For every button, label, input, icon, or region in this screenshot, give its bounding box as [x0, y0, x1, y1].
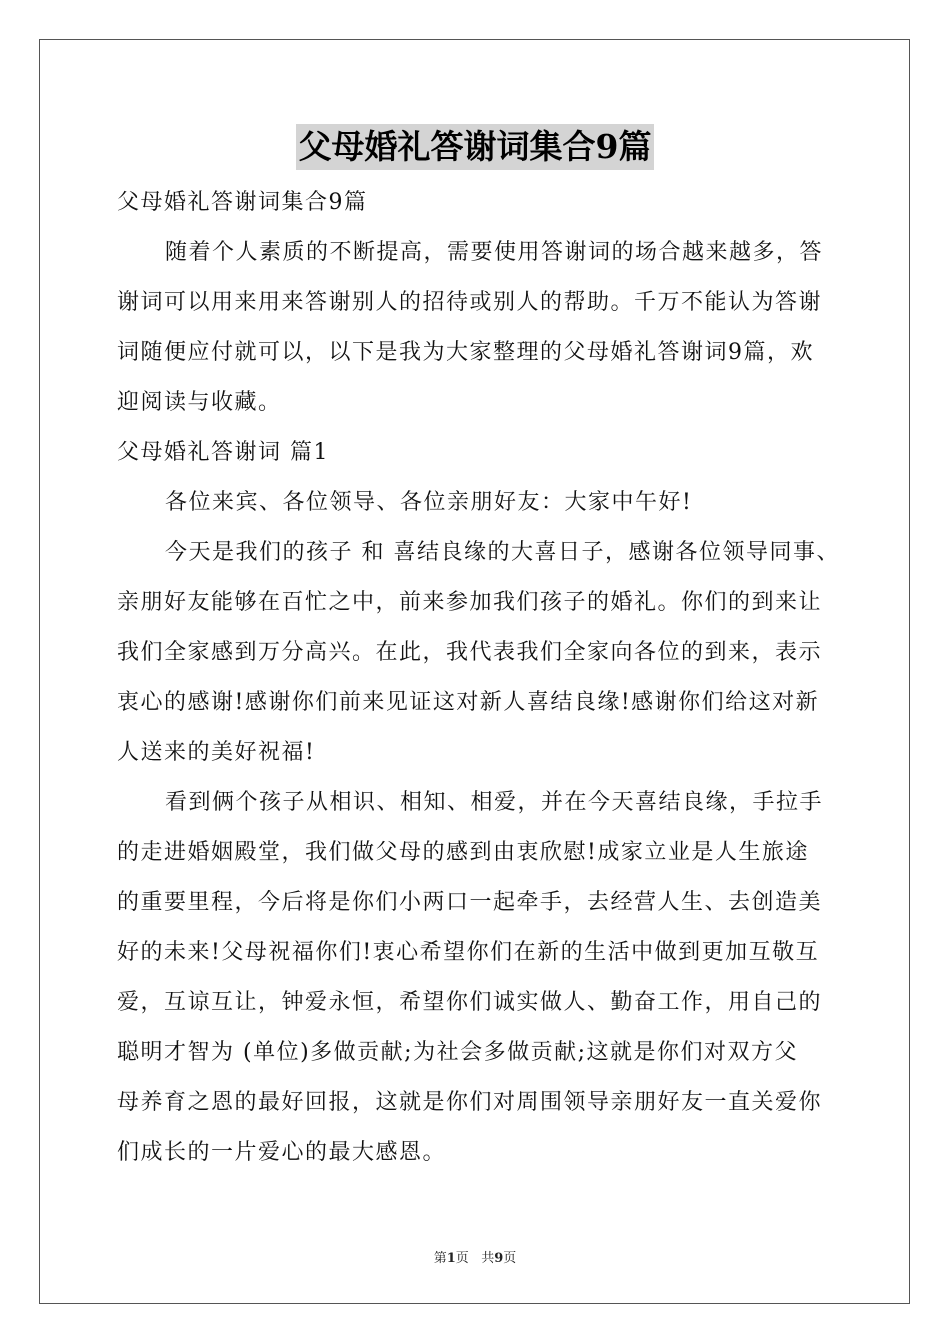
paragraph-line: 衷心的感谢!感谢你们前来见证这对新人喜结良缘!感谢你们给这对新 — [117, 690, 820, 715]
document-body — [117, 178, 840, 1178]
paragraph-line: 的重要里程，今后将是你们小两口一起牵手，去经营人生、去创造美 — [117, 890, 823, 915]
paragraph-line: 聪明才智为 (单位)多做贡献;为社会多做贡献;这就是你们对双方父 — [117, 1040, 798, 1065]
paragraph-line: 看到俩个孩子从相识、相知、相爱，并在今天喜结良缘，手拉手 — [165, 790, 824, 815]
page-current: 1 — [446, 1251, 456, 1266]
section-heading: 父母婚礼答谢词 篇1 — [117, 440, 329, 465]
document-title: 父母婚礼答谢词集合9篇 — [296, 124, 655, 170]
paragraph-1 — [117, 528, 840, 778]
document-subtitle: 父母婚礼答谢词集合9篇 — [117, 190, 368, 215]
paragraph-line: 的走进婚姻殿堂，我们做父母的感到由衷欣慰!成家立业是人生旅途 — [117, 840, 809, 865]
page-unit: 页 — [455, 1251, 469, 1266]
paragraph-line: 好的未来!父母祝福你们!衷心希望你们在新的生活中做到更加互敬互 — [117, 940, 820, 965]
page-footer — [0, 1247, 950, 1266]
paragraph-line: 我们全家感到万分高兴。在此，我代表我们全家向各位的到来，表示 — [117, 640, 823, 665]
paragraph-2 — [117, 778, 837, 1178]
page-prefix: 第 — [433, 1251, 447, 1266]
intro-paragraph — [117, 228, 837, 428]
paragraph-line: 人送来的美好祝福! — [117, 740, 316, 765]
paragraph-line: 随着个人素质的不断提高，需要使用答谢词的场合越来越多，答 — [165, 240, 824, 265]
greeting-line: 各位来宾、各位领导、各位亲朋好友：大家中午好! — [165, 490, 693, 515]
title-container — [0, 124, 950, 170]
paragraph-line: 母养育之恩的最好回报，这就是你们对周围领导亲朋好友一直关爱你 — [117, 1090, 823, 1115]
paragraph-line: 爱，互谅互让，钟爱永恒，希望你们诚实做人、勤奋工作，用自己的 — [117, 990, 823, 1015]
paragraph-line: 谢词可以用来用来答谢别人的招待或别人的帮助。千万不能认为答谢 — [117, 290, 823, 315]
total-unit: 页 — [503, 1251, 517, 1266]
paragraph-line: 迎阅读与收藏。 — [117, 390, 282, 415]
paragraph-line: 词随便应付就可以，以下是我为大家整理的父母婚礼答谢词9篇，欢 — [117, 340, 814, 365]
paragraph-line: 们成长的一片爱心的最大感恩。 — [117, 1140, 447, 1165]
paragraph-line: 今天是我们的孩子 和 喜结良缘的大喜日子，感谢各位领导同事、 — [165, 540, 840, 565]
total-prefix: 共 — [481, 1251, 495, 1266]
page-total: 9 — [494, 1251, 504, 1266]
paragraph-line: 亲朋好友能够在百忙之中，前来参加我们孩子的婚礼。你们的到来让 — [117, 590, 823, 615]
